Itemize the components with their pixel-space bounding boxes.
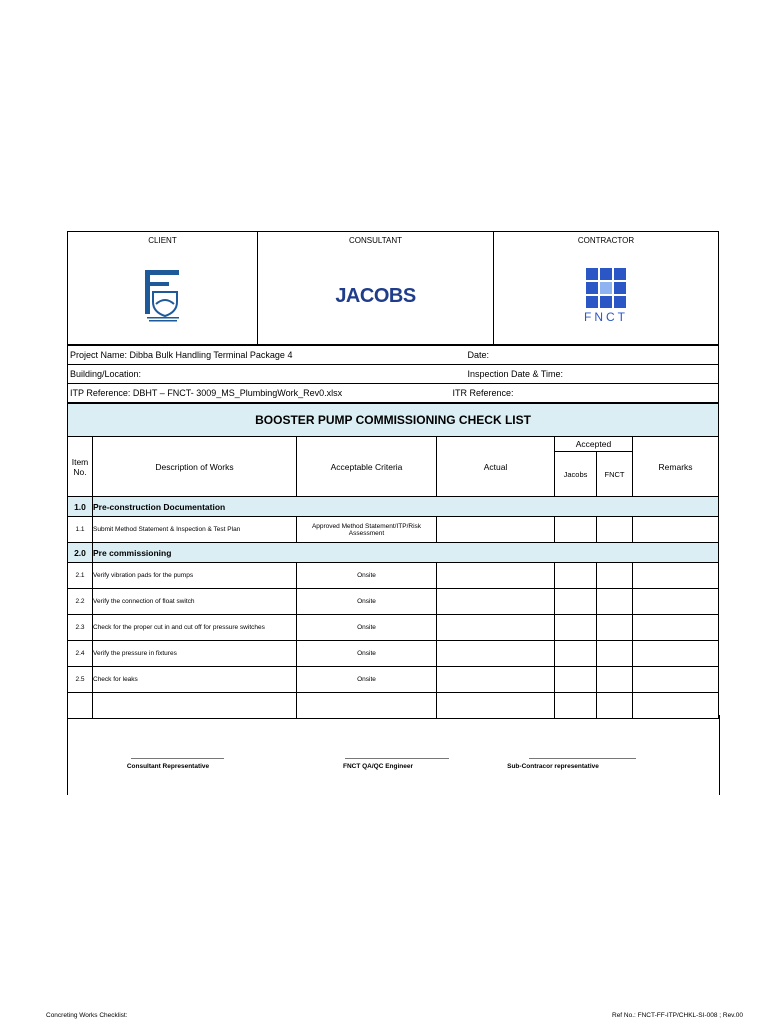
remarks-cell[interactable] bbox=[633, 641, 719, 667]
col-criteria: Acceptable Criteria bbox=[297, 437, 437, 497]
fnct-grid-icon bbox=[586, 268, 626, 308]
actual-cell[interactable] bbox=[437, 641, 555, 667]
section-row bbox=[68, 543, 719, 563]
project-name: Project Name: Dibba Bulk Handling Terminal Package 4 bbox=[68, 346, 468, 365]
jacobs-cell[interactable] bbox=[555, 641, 597, 667]
table-row bbox=[68, 517, 719, 543]
project-info-table bbox=[67, 345, 719, 403]
client-label: CLIENT bbox=[68, 232, 258, 249]
item-num: 2.5 bbox=[68, 667, 93, 693]
fnct-logo-text: FNCT bbox=[584, 310, 628, 324]
signature-area bbox=[67, 715, 720, 795]
item-num: 2.4 bbox=[68, 641, 93, 667]
fnct-cell[interactable] bbox=[597, 517, 633, 543]
fnct-cell[interactable] bbox=[597, 641, 633, 667]
table-row bbox=[68, 615, 719, 641]
remarks-cell[interactable] bbox=[633, 615, 719, 641]
item-criteria: Approved Method Statement/ITP/Risk Assessment bbox=[297, 517, 437, 543]
consultant-signature-label: Consultant Representative bbox=[126, 763, 210, 770]
col-description: Description of Works bbox=[93, 437, 297, 497]
item-criteria: Onsite bbox=[297, 615, 437, 641]
table-row bbox=[68, 667, 719, 693]
contractor-logo-cell bbox=[494, 248, 719, 345]
date-label: Date: bbox=[468, 346, 719, 365]
table-row bbox=[68, 589, 719, 615]
subcontractor-signature-label: Sub-Contracor representative bbox=[507, 763, 599, 770]
jacobs-cell[interactable] bbox=[555, 517, 597, 543]
footer-left: Concreting Works Checklist: bbox=[46, 1012, 128, 1019]
signature-line bbox=[529, 758, 636, 759]
col-jacobs: Jacobs bbox=[555, 452, 597, 497]
item-num: 2.3 bbox=[68, 615, 93, 641]
checklist-sheet bbox=[67, 231, 718, 719]
client-logo bbox=[143, 268, 183, 322]
actual-cell[interactable] bbox=[437, 517, 555, 543]
inspection-label: Inspection Date & Time: bbox=[468, 365, 719, 384]
itr-reference: ITR Reference: bbox=[468, 384, 719, 403]
col-item-no: Item No. bbox=[68, 437, 93, 497]
item-num: 2.1 bbox=[68, 563, 93, 589]
jacobs-cell[interactable] bbox=[555, 615, 597, 641]
table-row bbox=[68, 641, 719, 667]
section-num: 2.0 bbox=[68, 543, 93, 563]
consultant-label: CONSULTANT bbox=[258, 232, 494, 249]
contractor-label: CONTRACTOR bbox=[494, 232, 719, 249]
qaqc-signature-label: FNCT QA/QC Engineer bbox=[342, 763, 414, 770]
signature-line bbox=[345, 758, 449, 759]
item-criteria: Onsite bbox=[297, 589, 437, 615]
jacobs-cell[interactable] bbox=[555, 589, 597, 615]
item-desc: Verify the connection of float switch bbox=[93, 589, 297, 615]
consultant-logo-cell bbox=[258, 248, 494, 345]
actual-cell[interactable] bbox=[437, 589, 555, 615]
item-num: 2.2 bbox=[68, 589, 93, 615]
item-desc: Submit Method Statement & Inspection & Test Plan bbox=[93, 517, 297, 543]
page-title: BOOSTER PUMP COMMISSIONING CHECK LIST bbox=[68, 404, 719, 437]
jacobs-cell[interactable] bbox=[555, 563, 597, 589]
actual-cell[interactable] bbox=[437, 667, 555, 693]
remarks-cell[interactable] bbox=[633, 589, 719, 615]
remarks-cell[interactable] bbox=[633, 667, 719, 693]
signature-line bbox=[131, 758, 224, 759]
building-location: Building/Location: bbox=[68, 365, 468, 384]
fnct-cell[interactable] bbox=[597, 615, 633, 641]
item-desc: Check for the proper cut in and cut off for pressure switches bbox=[93, 615, 297, 641]
checklist-table bbox=[67, 403, 719, 719]
client-logo-cell bbox=[68, 248, 258, 345]
item-criteria: Onsite bbox=[297, 641, 437, 667]
actual-cell[interactable] bbox=[437, 563, 555, 589]
item-criteria: Onsite bbox=[297, 667, 437, 693]
item-desc: Verify vibration pads for the pumps bbox=[93, 563, 297, 589]
itp-reference: ITP Reference: DBHT – FNCT- 3009_MS_PlumbingWork_Rev0.xlsx bbox=[68, 384, 468, 403]
item-criteria: Onsite bbox=[297, 563, 437, 589]
item-num: 1.1 bbox=[68, 517, 93, 543]
table-row bbox=[68, 563, 719, 589]
header-table bbox=[67, 231, 719, 345]
section-num: 1.0 bbox=[68, 497, 93, 517]
remarks-cell[interactable] bbox=[633, 563, 719, 589]
fnct-cell[interactable] bbox=[597, 667, 633, 693]
section-title: Pre commissioning bbox=[93, 543, 719, 563]
fnct-cell[interactable] bbox=[597, 589, 633, 615]
section-row bbox=[68, 497, 719, 517]
col-actual: Actual bbox=[437, 437, 555, 497]
col-remarks: Remarks bbox=[633, 437, 719, 497]
item-desc: Check for leaks bbox=[93, 667, 297, 693]
col-accepted: Accepted bbox=[555, 437, 633, 452]
jacobs-cell[interactable] bbox=[555, 667, 597, 693]
col-fnct: FNCT bbox=[597, 452, 633, 497]
footer-right: Ref No.: FNCT-FF-ITP/CHKL-SI-008 ; Rev.00 bbox=[612, 1012, 743, 1019]
fnct-cell[interactable] bbox=[597, 563, 633, 589]
actual-cell[interactable] bbox=[437, 615, 555, 641]
section-title: Pre-construction Documentation bbox=[93, 497, 719, 517]
remarks-cell[interactable] bbox=[633, 517, 719, 543]
jacobs-logo: JACOBS bbox=[335, 284, 416, 307]
item-desc: Verify the pressure in fixtures bbox=[93, 641, 297, 667]
